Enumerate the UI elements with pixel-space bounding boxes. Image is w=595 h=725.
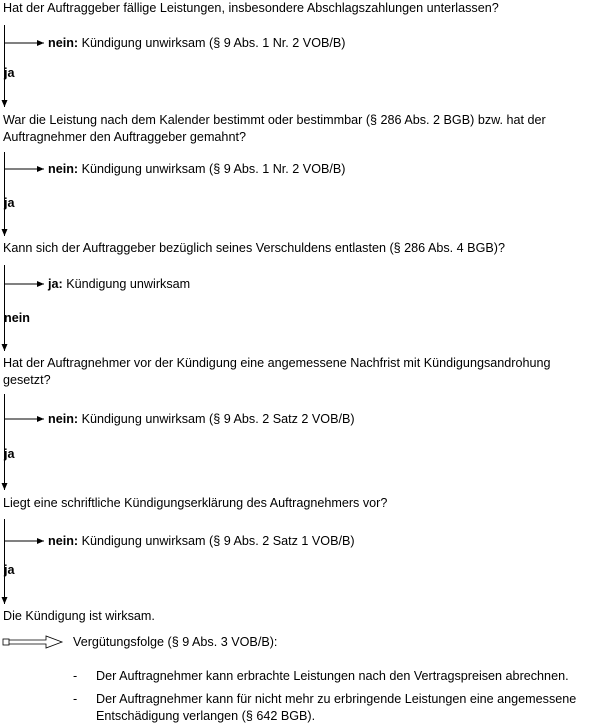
branch-1 bbox=[48, 35, 346, 52]
branch-label-3: ja: bbox=[48, 277, 63, 291]
hollow-arrow-icon bbox=[3, 636, 62, 648]
branch-label-4: nein: bbox=[48, 412, 79, 426]
question-3: Kann sich der Auftraggeber bezüglich seines Verschuldens entlasten (§ 286 Abs. 4 BGB)? bbox=[3, 241, 505, 255]
branch-2 bbox=[48, 161, 346, 178]
question-4: Hat der Auftragnehmer vor der Kündigung eine angemessene Nachfrist mit Kündigungsandrohung gesetzt? bbox=[3, 356, 551, 387]
branch-text-2: Kündigung unwirksam (§ 9 Abs. 1 Nr. 2 VOB/B) bbox=[81, 162, 346, 176]
bullet-1: - bbox=[73, 669, 78, 683]
continue-label-5: ja bbox=[4, 563, 15, 577]
branch-label-5: nein: bbox=[48, 534, 79, 548]
branch-text-3: Kündigung unwirksam bbox=[66, 277, 191, 291]
branch-4 bbox=[48, 411, 355, 428]
question-5: Liegt eine schriftliche Kündigungserklärung des Auftragnehmers vor? bbox=[3, 496, 388, 510]
continue-label-2: ja bbox=[4, 196, 15, 210]
branch-text-1: Kündigung unwirksam (§ 9 Abs. 1 Nr. 2 VOB/B) bbox=[81, 36, 346, 50]
continue-label-3: nein bbox=[4, 311, 30, 325]
bullet-2: - bbox=[73, 692, 78, 706]
branch-text-5: Kündigung unwirksam (§ 9 Abs. 2 Satz 1 VOB/B) bbox=[81, 534, 355, 548]
branch-5 bbox=[48, 533, 355, 550]
branch-3 bbox=[48, 276, 190, 293]
branch-text-4: Kündigung unwirksam (§ 9 Abs. 2 Satz 2 VOB/B) bbox=[81, 412, 355, 426]
continue-label-1: ja bbox=[4, 66, 15, 80]
consequence-item-1: Der Auftragnehmer kann erbrachte Leistungen nach den Vertragspreisen abrechnen. bbox=[96, 669, 569, 683]
branch-label-2: nein: bbox=[48, 162, 79, 176]
question-2: War die Leistung nach dem Kalender bestimmt oder bestimmbar (§ 286 Abs. 2 BGB) bzw. hat der Auftragnehmer den Auftraggeber gemahnt? bbox=[3, 113, 546, 144]
continue-label-4: ja bbox=[4, 447, 15, 461]
conclusion: Die Kündigung ist wirksam. bbox=[3, 609, 155, 623]
question-1: Hat der Auftraggeber fällige Leistungen, insbesondere Abschlagszahlungen unterlassen? bbox=[3, 1, 499, 15]
branch-label-1: nein: bbox=[48, 36, 79, 50]
consequence-item-2: Der Auftragnehmer kann für nicht mehr zu erbringende Leistungen eine angemessene Entschädigung verlangen (§ 642 BGB). bbox=[96, 692, 577, 723]
consequence-title: Vergütungsfolge (§ 9 Abs. 3 VOB/B): bbox=[73, 635, 278, 649]
